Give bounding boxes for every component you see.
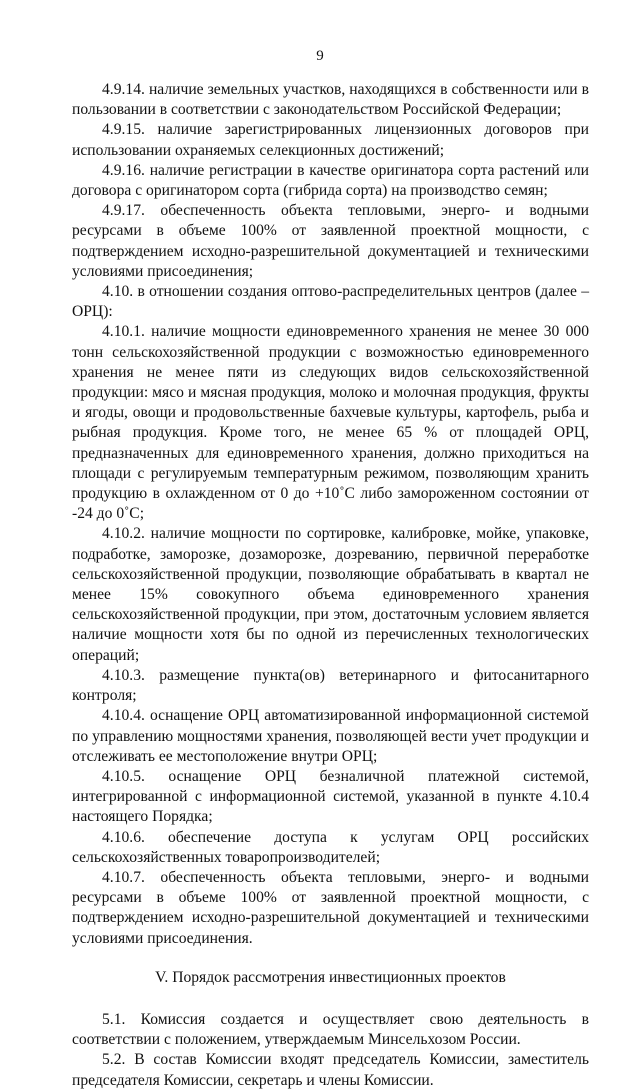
paragraph-4-10-7: 4.10.7. обеспеченность объекта тепловыми, энерго- и водными ресурсами в объеме 100% от заявленной проектной мощности, с подтверждением исходно-разрешительной документацией и техническими условиями присоединения.: [72, 868, 589, 947]
paragraph-4-9-16: 4.9.16. наличие регистрации в качестве оригинатора сорта растений или договора с оригинатором сорта (гибрида сорта) на производство семян;: [72, 161, 589, 200]
paragraph-4-10-5: 4.10.5. оснащение ОРЦ безналичной платежной системой, интегрированной с информационной системой, указанной в пункте 4.10.4 настоящего Порядка;: [72, 767, 589, 826]
paragraph-5-2: 5.2. В состав Комиссии входят председатель Комиссии, заместитель председателя Комиссии, секретарь и члены Комиссии.: [72, 1051, 589, 1089]
paragraph-5-1: 5.1. Комиссия создается и осуществляет свою деятельность в соответствии с положением, утверждаемым Минсельхозом России.: [72, 1010, 589, 1049]
page-number: 9: [316, 48, 324, 64]
paragraph-4-10-2: 4.10.2. наличие мощности по сортировке, калибровке, мойке, упаковке, подработке, заморозке, дозаморозке, дозреванию, первичной переработке сельскохозяйственной продукции, позволяющие обрабатывать в квартал не менее 15% совокупного объема единовременного хранения сельскохозяйственной продукции, при этом, достаточным условием является наличие мощности хотя бы по одной из перечисленных технологических операций;: [72, 525, 589, 664]
paragraph-4-10: 4.10. в отношении создания оптово-распределительных центров (далее – ОРЦ):: [72, 283, 589, 321]
paragraph-4-9-14: 4.9.14. наличие земельных участков, находящихся в собственности или в пользовании в соответствии с законодательством Российской Федерации;: [72, 81, 589, 119]
paragraph-4-10-4: 4.10.4. оснащение ОРЦ автоматизированной информационной системой по управлению мощностями хранения, позволяющей вести учет продукции и отслеживать ее местоположение внутри ОРЦ;: [72, 707, 589, 765]
paragraph-4-10-3: 4.10.3. размещение пункта(ов) ветеринарного и фитосанитарного контроля;: [72, 666, 589, 705]
section-heading: V. Порядок рассмотрения инвестиционных проектов: [155, 968, 506, 986]
paragraph-4-10-1: 4.10.1. наличие мощности единовременного хранения не менее 30 000 тонн сельскохозяйственной продукции с возможностью единовременного хранения не менее пяти из следующих видов сельскохозяйственной продукции: мясо и мясная продукция, молоко и молочная продукция, фрукты и ягоды, овощи и продовольственные бахчевые культуры, картофель, рыба и рыбная продукция. Кроме того, не менее 65 % от площадей ОРЦ, предназначенных для единовременного хранения, должно приходиться на площади с регулируемым температурным режимом, позволяющим хранить продукцию в охлажденном от 0 до +10˚С либо замороженном состоянии от -24 до 0˚С;: [72, 323, 589, 523]
paragraph-4-9-17: 4.9.17. обеспеченность объекта тепловыми, энерго- и водными ресурсами в объеме 100% от заявленной проектной мощности, с подтверждением исходно-разрешительной документацией и техническими условиями присоединения;: [72, 202, 589, 280]
paragraph-4-10-6: 4.10.6. обеспечение доступа к услугам ОРЦ российских сельскохозяйственных товаропроизводителей;: [72, 828, 589, 866]
document-body: [72, 80, 589, 1091]
paragraph-4-9-15: 4.9.15. наличие зарегистрированных лицензионных договоров при использовании охраняемых селекционных достижений;: [72, 121, 589, 159]
